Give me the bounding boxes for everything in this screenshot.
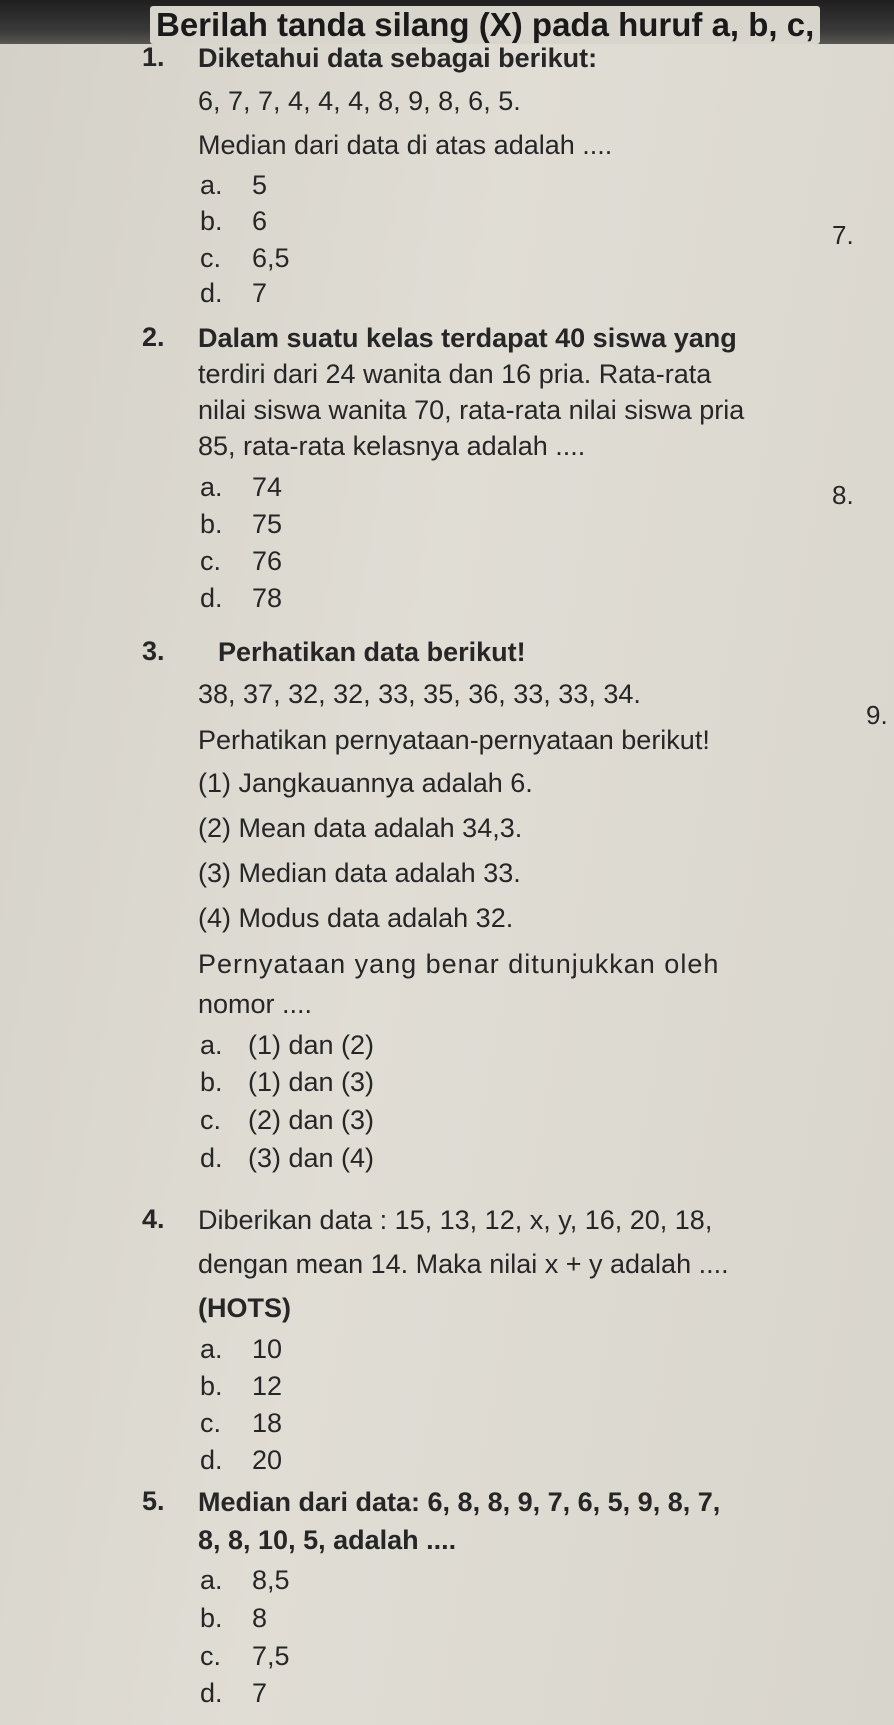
question-1-option-d[interactable]: d. 7 [200, 278, 268, 308]
question-1-line: Median dari data di atas adalah .... [198, 130, 613, 160]
question-2-option-c[interactable]: c. 76 [200, 546, 283, 576]
question-4-line: Diberikan data : 15, 13, 12, x, y, 16, 20, 18, [198, 1205, 713, 1235]
question-4-option-b[interactable]: b. 12 [200, 1371, 283, 1401]
question-1-option-b[interactable]: b. 6 [200, 206, 268, 236]
side-question-number: 7. [832, 220, 854, 250]
question-1-line: 6, 7, 7, 4, 4, 4, 8, 9, 8, 6, 5. [198, 86, 521, 116]
question-3-option-a[interactable]: a. (1) dan (2) [200, 1030, 375, 1060]
question-4-option-d[interactable]: d. 20 [200, 1445, 283, 1475]
question-2-option-a[interactable]: a. 74 [200, 472, 283, 502]
header-instruction: Berilah tanda silang (X) pada huruf a, b, c, [150, 6, 820, 44]
question-3-line: Perhatikan data berikut! [218, 637, 526, 667]
question-5-line: 8, 8, 10, 5, adalah .... [198, 1525, 457, 1555]
question-4-line: dengan mean 14. Maka nilai x + y adalah .... [198, 1249, 729, 1279]
question-5-number: 5. [142, 1486, 165, 1516]
question-2-line: Dalam suatu kelas terdapat 40 siswa yang [198, 323, 737, 353]
question-3-statement: (2) Mean data adalah 34,3. [198, 813, 523, 843]
question-5-option-b[interactable]: b. 8 [200, 1603, 268, 1633]
question-4-hots-tag: (HOTS) [198, 1293, 291, 1323]
question-1-option-a[interactable]: a. 5 [200, 170, 268, 200]
question-2-line: terdiri dari 24 wanita dan 16 pria. Rata-rata [198, 359, 712, 389]
question-1-number: 1. [142, 42, 165, 72]
question-4-option-a[interactable]: a. 10 [200, 1334, 283, 1364]
question-4-option-c[interactable]: c. 18 [200, 1408, 283, 1438]
question-3-line: 38, 37, 32, 32, 33, 35, 36, 33, 33, 34. [198, 679, 641, 709]
question-3-option-d[interactable]: d. (3) dan (4) [200, 1143, 375, 1173]
side-question-number: 9. [866, 700, 888, 730]
question-2-option-d[interactable]: d. 78 [200, 583, 283, 613]
question-2-number: 2. [142, 322, 165, 352]
question-3-option-c[interactable]: c. (2) dan (3) [200, 1105, 375, 1135]
question-3-closing: Pernyataan yang benar ditunjukkan oleh [198, 949, 720, 979]
question-5-line: Median dari data: 6, 8, 8, 9, 7, 6, 5, 9, 8, 7, [198, 1487, 721, 1517]
question-3-closing: nomor .... [198, 989, 313, 1019]
question-1-line: Diketahui data sebagai berikut: [198, 43, 598, 73]
question-3-statement: (1) Jangkauannya adalah 6. [198, 768, 533, 798]
question-3-statement: (3) Median data adalah 33. [198, 858, 521, 888]
question-5-option-a[interactable]: a. 8,5 [200, 1565, 290, 1595]
question-5-option-c[interactable]: c. 7,5 [200, 1641, 290, 1671]
question-1-option-c[interactable]: c. 6,5 [200, 243, 290, 273]
side-question-number: 8. [832, 480, 854, 510]
question-2-line: nilai siswa wanita 70, rata-rata nilai siswa pria [198, 395, 745, 425]
question-2-option-b[interactable]: b. 75 [200, 509, 283, 539]
question-3-line: Perhatikan pernyataan-pernyataan berikut! [198, 725, 710, 755]
question-4-number: 4. [142, 1204, 165, 1234]
question-5-option-d[interactable]: d. 7 [200, 1678, 268, 1708]
question-3-statement: (4) Modus data adalah 32. [198, 903, 514, 933]
question-3-option-b[interactable]: b. (1) dan (3) [200, 1067, 375, 1097]
question-2-line: 85, rata-rata kelasnya adalah .... [198, 431, 586, 461]
question-3-number: 3. [142, 636, 165, 666]
